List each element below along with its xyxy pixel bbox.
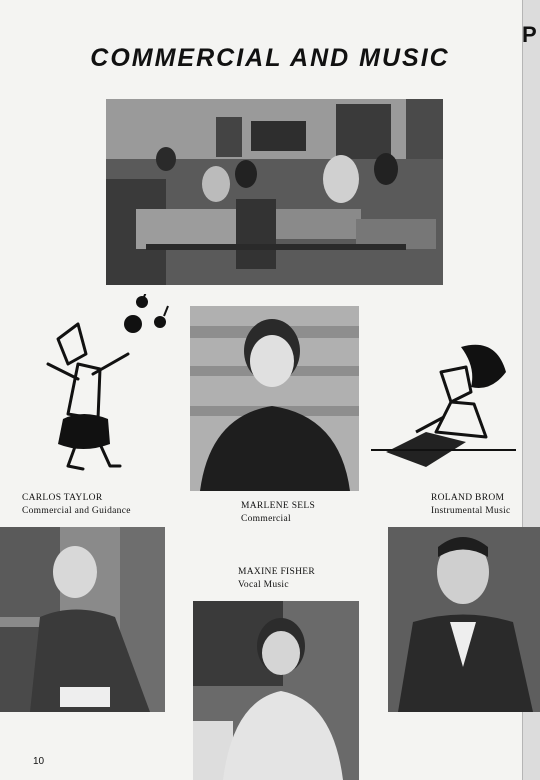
faculty-name: MARLENE SELS: [241, 501, 316, 511]
page-number: 10: [33, 756, 45, 767]
page-title: COMMERCIAL AND MUSIC: [90, 44, 450, 72]
singing-figure-cartoon: [38, 294, 178, 484]
marlene-sels-portrait: [190, 306, 359, 491]
typist-figure-cartoon: [366, 332, 522, 472]
faculty-role: Instrumental Music: [431, 506, 511, 516]
faculty-role: Commercial: [241, 514, 291, 524]
roland-brom-portrait: [388, 527, 540, 712]
caption-maxine-fisher: [238, 566, 358, 592]
next-page-letter: P: [522, 22, 537, 47]
caption-marlene-sels: [241, 500, 361, 526]
faculty-name: CARLOS TAYLOR: [22, 493, 103, 503]
caption-roland-brom: [431, 492, 521, 518]
faculty-role: Commercial and Guidance: [22, 506, 131, 516]
maxine-fisher-portrait: [193, 601, 359, 780]
faculty-name: ROLAND BROM: [431, 493, 505, 503]
carlos-taylor-portrait: [0, 527, 165, 712]
faculty-name: MAXINE FISHER: [238, 567, 316, 577]
caption-carlos-taylor: [22, 492, 182, 518]
classroom-photo: [106, 99, 443, 285]
faculty-role: Vocal Music: [238, 580, 289, 590]
